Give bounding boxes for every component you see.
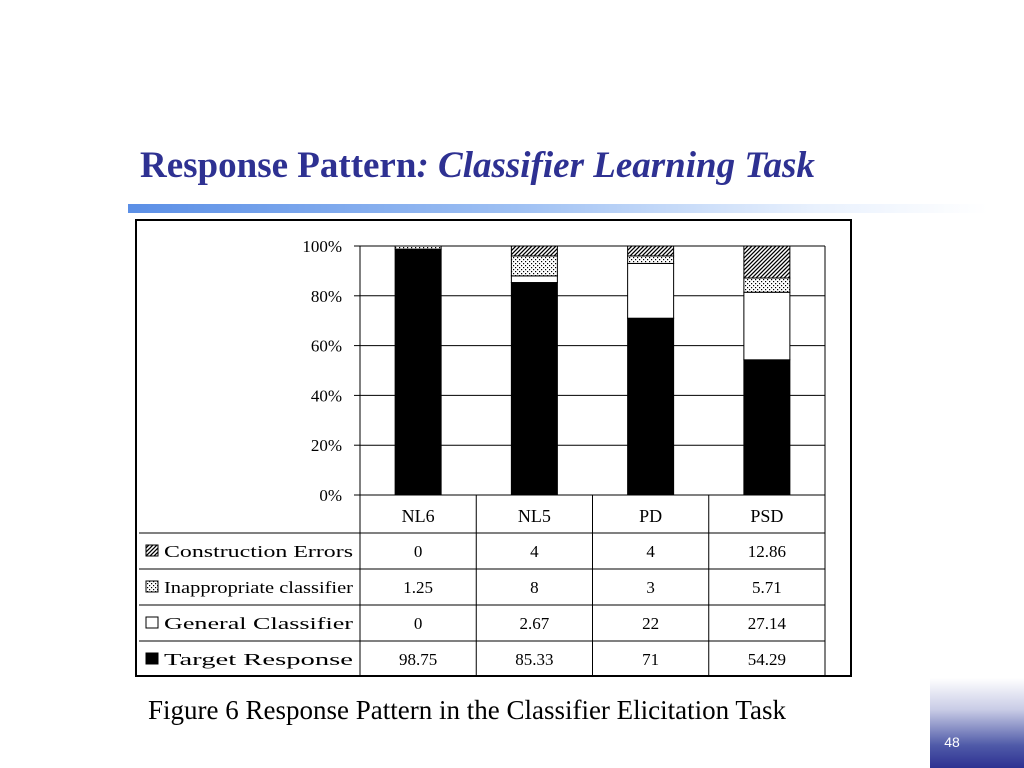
corner-decoration [930, 678, 1024, 768]
legend-swatch [146, 653, 158, 664]
y-tick-label: 40% [310, 386, 342, 406]
bar-segment [744, 360, 790, 495]
data-value: 98.75 [399, 650, 438, 669]
bar-segment [628, 256, 674, 263]
data-value: 12.86 [747, 542, 786, 561]
bar-segment [744, 278, 790, 292]
bar-segment [511, 283, 557, 495]
bar-segment [628, 318, 674, 495]
slide-title-separator: : [416, 145, 429, 186]
slide-title-subtitle: Classifier Learning Task [428, 145, 815, 186]
bar-segment [511, 276, 557, 283]
slide-title-main: Response Pattern [140, 145, 417, 186]
bar-segment [395, 249, 441, 495]
category-label: NL6 [401, 506, 435, 526]
data-value: 22 [642, 614, 660, 633]
figure-caption: Figure 6 Response Pattern in the Classifier Elicitation Task [148, 695, 787, 725]
data-value: 0 [413, 542, 423, 561]
bars [395, 246, 790, 495]
legend-label: Construction Errors [164, 542, 353, 561]
category-label: NL5 [517, 506, 551, 526]
data-table [139, 495, 825, 675]
legend-swatch [146, 545, 158, 556]
y-tick-label: 60% [310, 336, 342, 356]
chart-frame [135, 219, 852, 677]
bar-segment [511, 256, 557, 276]
data-value: 2.67 [519, 614, 550, 633]
data-value: 5.71 [752, 578, 782, 597]
slide-title [140, 144, 815, 187]
legend-swatch [146, 617, 158, 628]
y-tick-label: 0% [319, 486, 342, 505]
y-tick-label: 20% [310, 436, 342, 456]
legend-label: General Classifier [164, 614, 354, 633]
bar-segment [744, 292, 790, 360]
bar-segment [395, 246, 441, 249]
bar-segment [628, 246, 674, 256]
category-label: PD [639, 506, 663, 526]
stacked-bar-chart [137, 221, 850, 675]
page-number: 48 [944, 734, 960, 750]
category-label: PSD [750, 506, 784, 526]
data-value: 3 [646, 578, 655, 597]
bar-segment [511, 246, 557, 256]
data-value: 4 [646, 542, 655, 561]
data-value: 71 [642, 650, 660, 669]
title-accent-rule [128, 204, 988, 213]
y-tick-label: 80% [310, 286, 342, 306]
data-value: 1.25 [403, 578, 433, 597]
bar-segment [744, 246, 790, 278]
legend-label: Target Response [164, 650, 353, 669]
data-value: 0 [413, 614, 423, 633]
data-value: 8 [530, 578, 539, 597]
bar-segment [628, 263, 674, 318]
data-value: 85.33 [515, 650, 554, 669]
data-value: 27.14 [747, 614, 786, 633]
data-value: 4 [530, 542, 539, 561]
data-value: 54.29 [747, 650, 786, 669]
legend-swatch [146, 581, 158, 592]
y-tick-label: 100% [302, 237, 342, 256]
legend-label: Inappropriate classifier [164, 578, 354, 597]
